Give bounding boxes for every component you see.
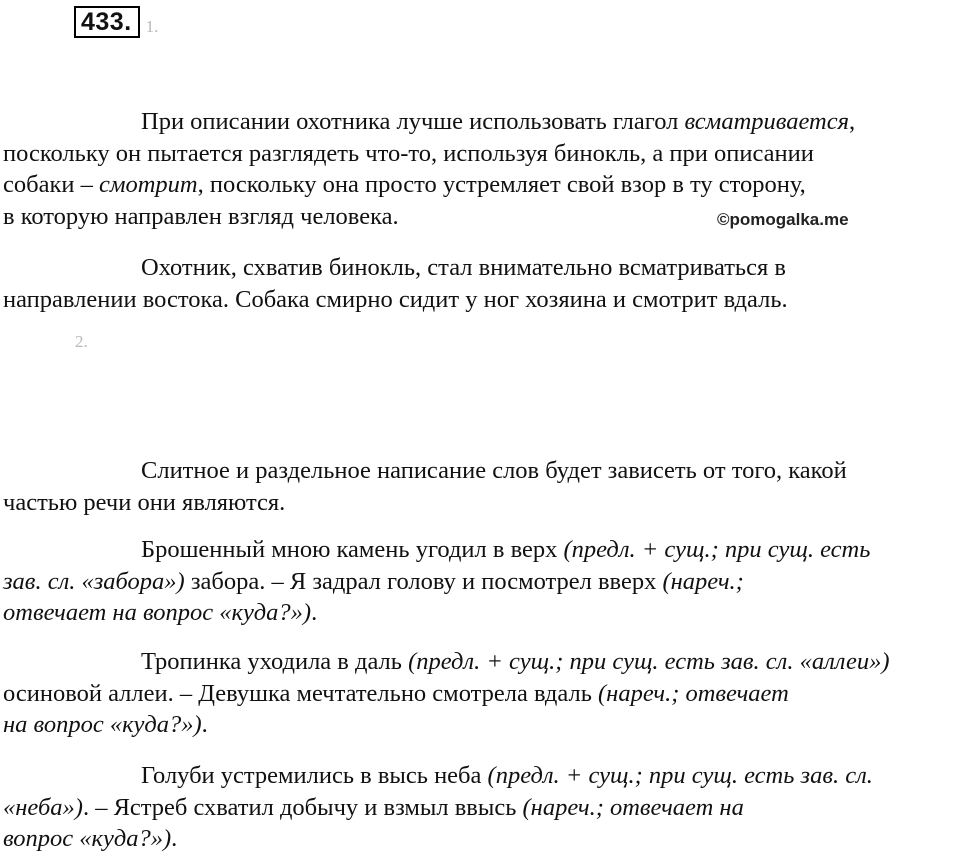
text-line: Охотник, схватив бинокль, стал внимательно всматриваться в [141, 254, 786, 281]
text-line: направлении востока. Собака смирно сидит у ног хозяина и смотрит вдаль. [3, 285, 788, 313]
text-run: , поскольку она просто устремляет свой взор в ту сторону, [197, 171, 806, 198]
italic-note: (предл. + сущ.; при сущ. есть зав. сл. «аллеи») [408, 648, 890, 675]
italic-term: всматривается [684, 108, 849, 135]
text-line [3, 792, 958, 824]
part1-paragraph-2 [3, 252, 958, 315]
part2-paragraph-3 [3, 646, 958, 741]
text-run: . [201, 711, 208, 738]
text-run: , [849, 108, 856, 135]
text-run: осиновой аллеи. – Девушка мечтательно смотрела вдаль [3, 679, 599, 707]
exercise-header [74, 4, 158, 38]
italic-note: зав. сл. «забора») [3, 567, 185, 595]
italic-note: (предл. + сущ.; при сущ. есть зав. сл. [487, 762, 873, 789]
part1-marker: 1. [145, 17, 159, 36]
part2-paragraph-2 [3, 534, 958, 629]
text-line [3, 169, 958, 201]
text-run: . [171, 825, 178, 852]
text-line [3, 566, 958, 598]
italic-term: смотрит [98, 171, 198, 198]
text-line [3, 597, 958, 629]
part2-marker: 2. [75, 332, 88, 351]
text-line [3, 823, 958, 855]
text-run: собаки – [3, 171, 99, 198]
text-run: При описании охотника лучше использовать глагол [141, 108, 685, 135]
text-run: забора. – Я задрал голову и посмотрел вверх [184, 567, 663, 595]
exercise-number: 433. [74, 6, 140, 38]
text-line [3, 646, 958, 678]
part2-paragraph-4 [3, 760, 958, 855]
part2-paragraph-1 [3, 455, 958, 518]
text-line: в которую направлен взгляд человека. [3, 202, 399, 230]
text-line: Слитное и раздельное написание слов будет зависеть от того, какой [141, 457, 847, 484]
text-line: поскольку он пытается разглядеть что-то, используя бинокль, а при описании [3, 139, 814, 167]
text-run: Брошенный мною камень угодил в верх [141, 536, 564, 563]
italic-note: на вопрос «куда?») [3, 711, 202, 738]
italic-note: «неба») [3, 793, 83, 821]
italic-note: вопрос «куда?») [3, 825, 172, 852]
watermark: ©pomogalka.me [717, 210, 849, 229]
italic-note: (нареч.; [662, 567, 744, 595]
italic-note: (нареч.; отвечает на [522, 793, 744, 821]
text-line [3, 709, 958, 741]
text-run: Тропинка уходила в даль [141, 648, 409, 675]
text-line [3, 760, 958, 792]
text-line [3, 106, 958, 138]
text-run: . – Ястреб схватил добычу и взмыл ввысь [82, 793, 523, 821]
text-line: частью речи они являются. [3, 488, 286, 516]
italic-note: отвечает на вопрос «куда?») [3, 599, 312, 626]
italic-note: (предл. + сущ.; при сущ. есть [563, 536, 871, 563]
text-run: . [311, 599, 318, 626]
text-line [3, 534, 958, 566]
italic-note: (нареч.; отвечает [598, 679, 789, 707]
text-line [3, 678, 958, 710]
text-run: Голуби устремились в высь неба [141, 762, 488, 789]
